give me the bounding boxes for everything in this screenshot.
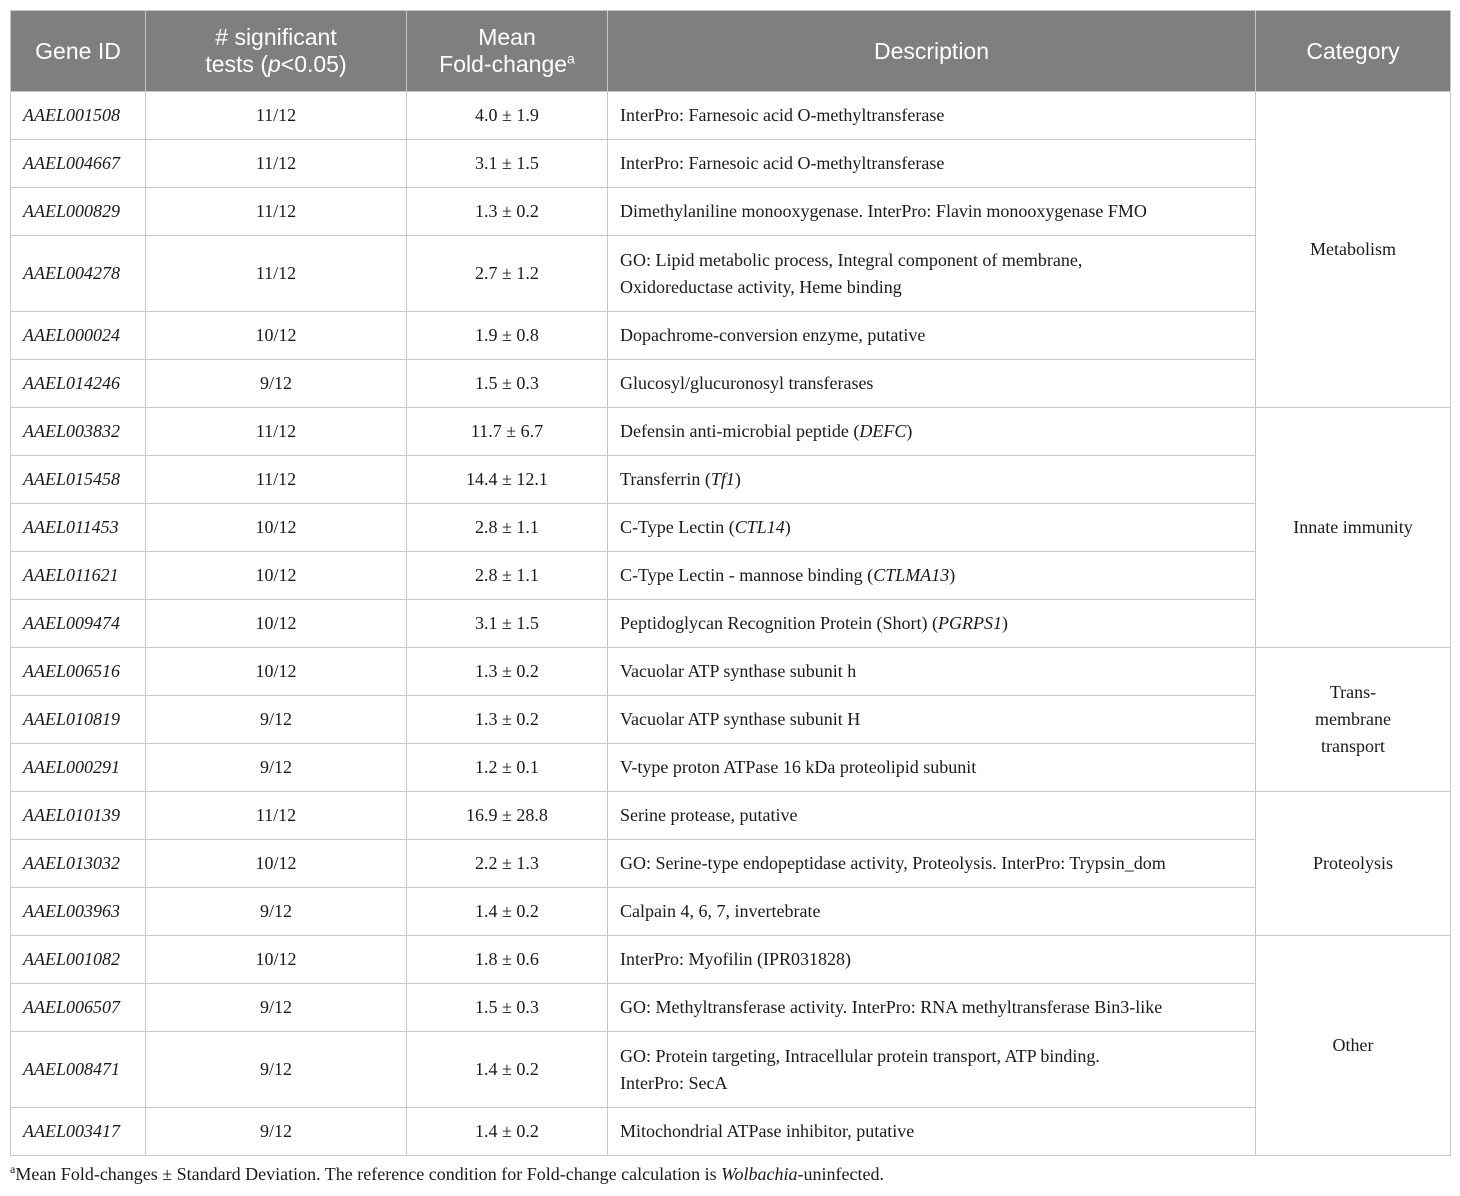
gene-id-cell: AAEL003832 — [11, 408, 146, 456]
description-close: ) — [906, 421, 913, 441]
description-cell — [608, 236, 1256, 312]
header-fc-sup: a — [567, 50, 575, 67]
category-transport-line3: transport — [1321, 736, 1385, 756]
table-row — [11, 936, 1451, 984]
header-fc-line2: Fold-change — [439, 51, 568, 77]
table-row — [11, 552, 1451, 600]
tests-cell: 10/12 — [146, 600, 407, 648]
gene-id-cell: AAEL011621 — [11, 552, 146, 600]
description-cell: GO: Serine-type endopeptidase activity, Proteolysis. InterPro: Trypsin_dom — [608, 840, 1256, 888]
description-close: ) — [734, 469, 741, 489]
tests-cell: 11/12 — [146, 456, 407, 504]
fold-change-cell: 1.3 ± 0.2 — [407, 188, 608, 236]
header-row — [11, 11, 1451, 92]
table-row — [11, 188, 1451, 236]
table-row — [11, 408, 1451, 456]
tests-cell: 11/12 — [146, 188, 407, 236]
gene-id-cell: AAEL006516 — [11, 648, 146, 696]
header-tests-pre: tests ( — [205, 51, 268, 77]
gene-id-cell: AAEL000291 — [11, 744, 146, 792]
gene-id-cell: AAEL008471 — [11, 1032, 146, 1108]
tests-cell: 9/12 — [146, 888, 407, 936]
fold-change-cell: 16.9 ± 28.8 — [407, 792, 608, 840]
header-significant-tests — [146, 11, 407, 92]
fold-change-cell: 2.7 ± 1.2 — [407, 236, 608, 312]
tests-cell: 10/12 — [146, 552, 407, 600]
fold-change-cell: 1.2 ± 0.1 — [407, 744, 608, 792]
gene-id-cell: AAEL010819 — [11, 696, 146, 744]
table-row — [11, 888, 1451, 936]
gene-id-cell: AAEL013032 — [11, 840, 146, 888]
description-cell: Glucosyl/glucuronosyl transferases — [608, 360, 1256, 408]
description-cell: Vacuolar ATP synthase subunit h — [608, 648, 1256, 696]
category-transport-line2: membrane — [1315, 709, 1391, 729]
tests-cell: 11/12 — [146, 140, 407, 188]
table-row — [11, 456, 1451, 504]
tests-cell: 11/12 — [146, 92, 407, 140]
gene-id-cell: AAEL009474 — [11, 600, 146, 648]
header-description: Description — [608, 11, 1256, 92]
fold-change-cell: 1.9 ± 0.8 — [407, 312, 608, 360]
fold-change-cell: 2.2 ± 1.3 — [407, 840, 608, 888]
description-cell — [608, 552, 1256, 600]
header-tests-p: p — [267, 51, 281, 77]
footnote-text-post: -uninfected. — [797, 1164, 884, 1184]
description-cell — [608, 456, 1256, 504]
gene-symbol: PGRPS1 — [937, 613, 1002, 633]
tests-cell: 10/12 — [146, 648, 407, 696]
table-row — [11, 312, 1451, 360]
fold-change-cell: 1.5 ± 0.3 — [407, 984, 608, 1032]
fold-change-cell: 14.4 ± 12.1 — [407, 456, 608, 504]
description-cell: InterPro: Farnesoic acid O-methyltransferase — [608, 92, 1256, 140]
category-transport-line1: Trans- — [1329, 682, 1377, 702]
description-cell — [608, 1032, 1256, 1108]
fold-change-cell: 1.4 ± 0.2 — [407, 1108, 608, 1156]
header-tests-line1: # significant — [215, 24, 337, 50]
tests-cell: 9/12 — [146, 1108, 407, 1156]
gene-id-cell: AAEL000829 — [11, 188, 146, 236]
description-text: Defensin anti-microbial peptide ( — [620, 421, 860, 441]
gene-table-container — [10, 10, 1450, 1156]
gene-symbol: DEFC — [859, 421, 907, 441]
header-category: Category — [1256, 11, 1451, 92]
description-text: C-Type Lectin ( — [620, 517, 735, 537]
header-gene-id: Gene ID — [11, 11, 146, 92]
table-row — [11, 504, 1451, 552]
category-cell-innate-immunity: Innate immunity — [1256, 408, 1451, 648]
tests-cell: 11/12 — [146, 792, 407, 840]
category-cell-metabolism: Metabolism — [1256, 92, 1451, 408]
description-cell — [608, 408, 1256, 456]
tests-cell: 9/12 — [146, 984, 407, 1032]
description-cell: Calpain 4, 6, 7, invertebrate — [608, 888, 1256, 936]
description-close: ) — [784, 517, 791, 537]
gene-id-cell: AAEL003963 — [11, 888, 146, 936]
table-row — [11, 92, 1451, 140]
header-mean-fold-change — [407, 11, 608, 92]
tests-cell: 9/12 — [146, 360, 407, 408]
table-row — [11, 600, 1451, 648]
table-row — [11, 696, 1451, 744]
footnote-text-italic: Wolbachia — [721, 1164, 798, 1184]
fold-change-cell: 1.4 ± 0.2 — [407, 1032, 608, 1108]
fold-change-cell: 1.3 ± 0.2 — [407, 696, 608, 744]
fold-change-cell: 1.4 ± 0.2 — [407, 888, 608, 936]
tests-cell: 11/12 — [146, 236, 407, 312]
gene-id-cell: AAEL003417 — [11, 1108, 146, 1156]
gene-id-cell: AAEL010139 — [11, 792, 146, 840]
table-row — [11, 1032, 1451, 1108]
footnote-text-pre: Mean Fold-changes ± Standard Deviation. The reference condition for Fold-change calculation is — [15, 1164, 722, 1184]
table-row — [11, 840, 1451, 888]
fold-change-cell: 2.8 ± 1.1 — [407, 504, 608, 552]
description-line1: GO: Protein targeting, Intracellular protein transport, ATP binding. — [620, 1045, 1100, 1066]
table-row — [11, 360, 1451, 408]
fold-change-cell: 2.8 ± 1.1 — [407, 552, 608, 600]
gene-id-cell: AAEL011453 — [11, 504, 146, 552]
tests-cell: 10/12 — [146, 840, 407, 888]
table-row — [11, 984, 1451, 1032]
table-row — [11, 236, 1451, 312]
description-cell: V-type proton ATPase 16 kDa proteolipid subunit — [608, 744, 1256, 792]
tests-cell: 9/12 — [146, 744, 407, 792]
description-close: ) — [1001, 613, 1008, 633]
fold-change-cell: 1.5 ± 0.3 — [407, 360, 608, 408]
tests-cell: 11/12 — [146, 408, 407, 456]
category-cell-transmembrane-transport — [1256, 648, 1451, 792]
description-cell — [608, 600, 1256, 648]
description-text: C-Type Lectin - mannose binding ( — [620, 565, 874, 585]
fold-change-cell: 3.1 ± 1.5 — [407, 600, 608, 648]
category-cell-proteolysis: Proteolysis — [1256, 792, 1451, 936]
table-row — [11, 1108, 1451, 1156]
description-cell: Mitochondrial ATPase inhibitor, putative — [608, 1108, 1256, 1156]
header-fc-line1: Mean — [478, 24, 536, 50]
description-line1: GO: Lipid metabolic process, Integral component of membrane, — [620, 249, 1083, 270]
description-cell: InterPro: Farnesoic acid O-methyltransferase — [608, 140, 1256, 188]
description-text: Peptidoglycan Recognition Protein (Short) ( — [620, 613, 938, 633]
fold-change-cell: 11.7 ± 6.7 — [407, 408, 608, 456]
description-text: Transferrin ( — [620, 469, 711, 489]
tests-cell: 10/12 — [146, 312, 407, 360]
gene-id-cell: AAEL014246 — [11, 360, 146, 408]
description-cell — [608, 504, 1256, 552]
table-footnote — [10, 1162, 884, 1186]
description-line2: InterPro: SecA — [620, 1072, 728, 1093]
description-cell: InterPro: Myofilin (IPR031828) — [608, 936, 1256, 984]
gene-symbol: Tf1 — [710, 469, 735, 489]
description-cell: Dopachrome-conversion enzyme, putative — [608, 312, 1256, 360]
tests-cell: 9/12 — [146, 696, 407, 744]
tests-cell: 10/12 — [146, 504, 407, 552]
gene-id-cell: AAEL015458 — [11, 456, 146, 504]
gene-id-cell: AAEL004278 — [11, 236, 146, 312]
footnote-marker: a — [10, 1162, 16, 1176]
description-line2: Oxidoreductase activity, Heme binding — [620, 276, 902, 297]
description-cell: GO: Methyltransferase activity. InterPro: RNA methyltransferase Bin3-like — [608, 984, 1256, 1032]
gene-symbol: CTL14 — [734, 517, 785, 537]
fold-change-cell: 3.1 ± 1.5 — [407, 140, 608, 188]
gene-id-cell: AAEL006507 — [11, 984, 146, 1032]
tests-cell: 9/12 — [146, 1032, 407, 1108]
table-row — [11, 648, 1451, 696]
description-cell: Serine protease, putative — [608, 792, 1256, 840]
table-row — [11, 140, 1451, 188]
gene-id-cell: AAEL000024 — [11, 312, 146, 360]
category-cell-other: Other — [1256, 936, 1451, 1156]
fold-change-cell: 4.0 ± 1.9 — [407, 92, 608, 140]
description-close: ) — [949, 565, 956, 585]
table-header — [11, 11, 1451, 92]
header-tests-post: <0.05) — [280, 51, 347, 77]
fold-change-cell: 1.8 ± 0.6 — [407, 936, 608, 984]
fold-change-cell: 1.3 ± 0.2 — [407, 648, 608, 696]
gene-id-cell: AAEL001508 — [11, 92, 146, 140]
gene-id-cell: AAEL004667 — [11, 140, 146, 188]
table-row — [11, 744, 1451, 792]
description-cell: Vacuolar ATP synthase subunit H — [608, 696, 1256, 744]
table-body — [11, 92, 1451, 1156]
gene-expression-table — [10, 10, 1451, 1156]
gene-symbol: CTLMA13 — [873, 565, 950, 585]
tests-cell: 10/12 — [146, 936, 407, 984]
gene-id-cell: AAEL001082 — [11, 936, 146, 984]
description-cell: Dimethylaniline monooxygenase. InterPro: Flavin monooxygenase FMO — [608, 188, 1256, 236]
table-row — [11, 792, 1451, 840]
